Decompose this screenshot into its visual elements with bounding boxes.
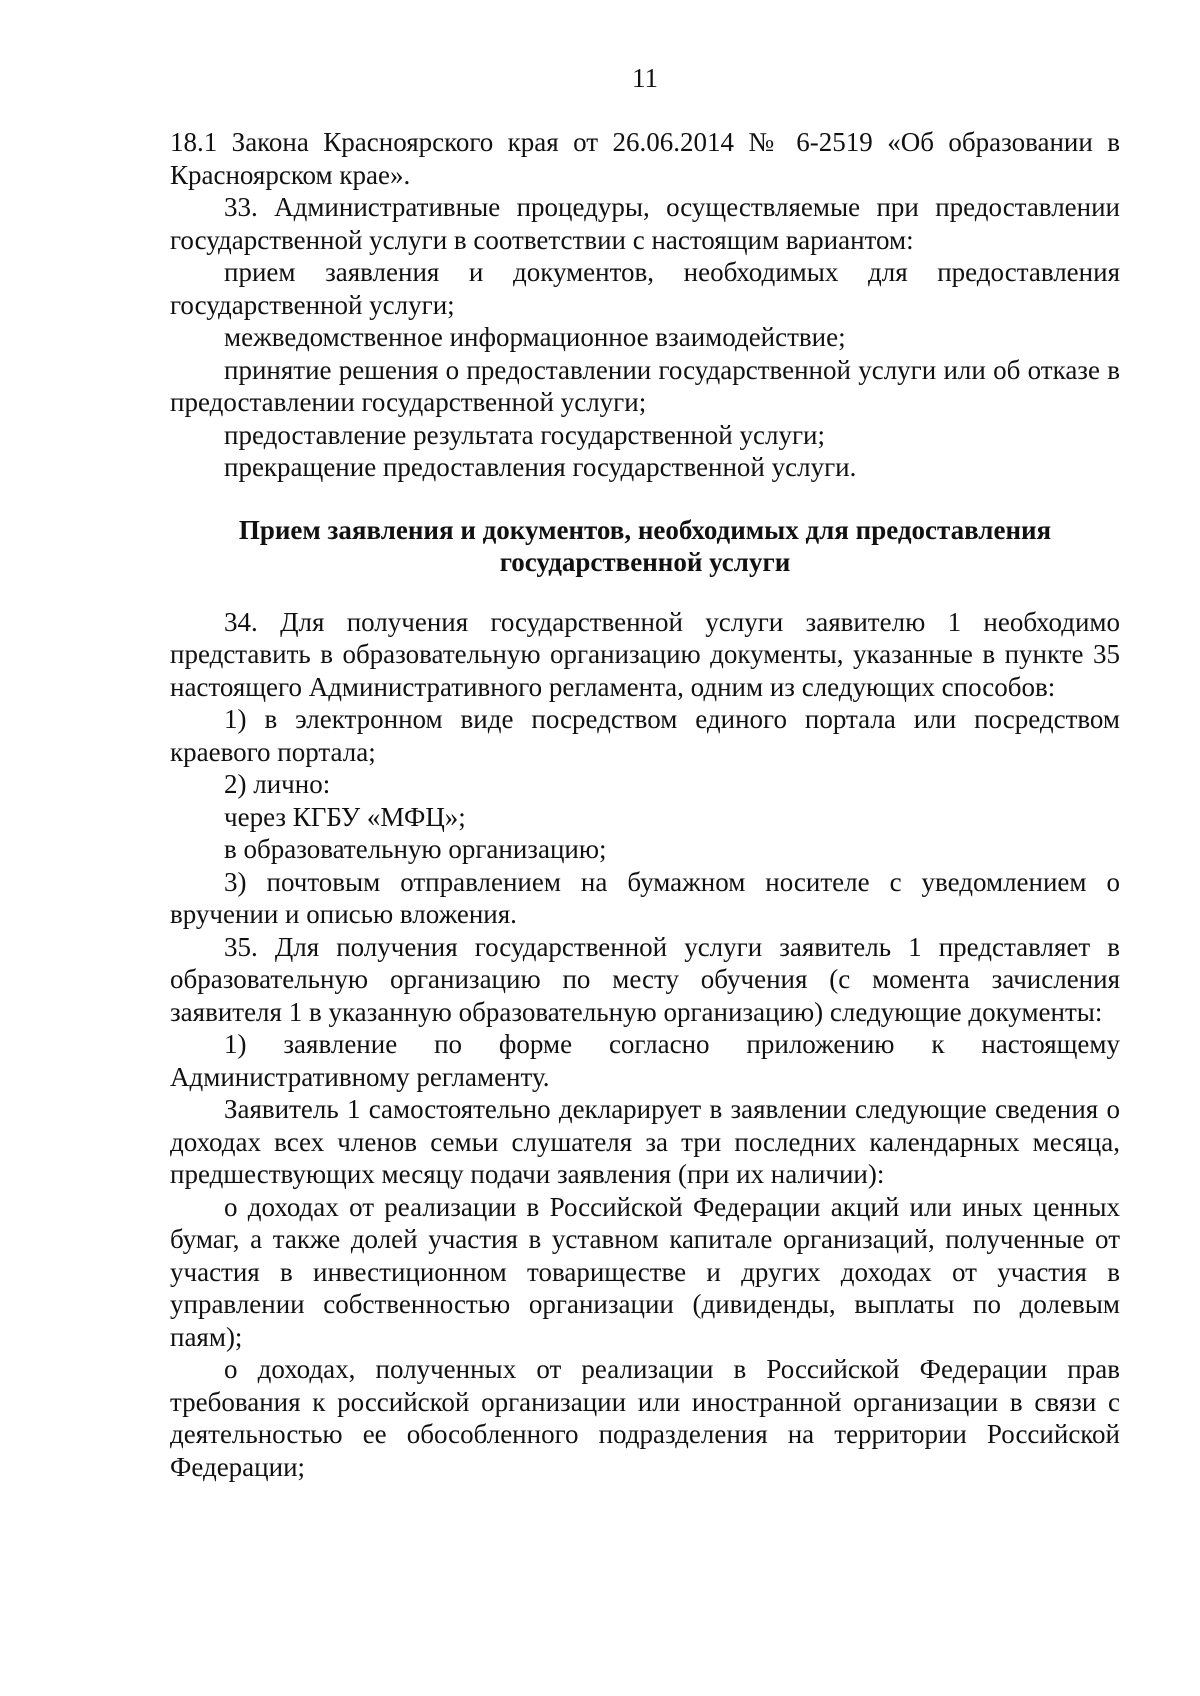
list-item-method: в образовательную организацию; (224, 834, 607, 864)
list-item-procedure: прекращение предоставления государственной услуги. (224, 452, 857, 482)
paragraph-33: 33. Административные процедуры, осуществляемые при предоставлении государственной услуги в соответствии с настоящим вариантом: (170, 192, 1120, 255)
list-item-document: 1) заявление по форме согласно приложению к настоящему Административному регламенту. (170, 1029, 1120, 1092)
paragraph-35: 35. Для получения государственной услуги заявитель 1 представляет в образовательную организацию по месту обучения (с момента зачисления заявителя 1 в указанную образовательную организацию) следующие документы: (170, 931, 1120, 1027)
list-item-procedure: межведомственное информационное взаимодействие; (224, 322, 846, 352)
list-item-method: 2) лично: (224, 769, 331, 799)
section-heading (210, 514, 1080, 578)
list-item-method: через КГБУ «МФЦ»; (224, 801, 466, 832)
list-item-procedure: принятие решения о предоставлении государственной услуги или об отказе в предоставлении государственной услуги; (170, 354, 1120, 417)
document-page (170, 62, 1120, 1483)
list-item-procedure: предоставление результата государственной услуги; (224, 419, 825, 450)
list-item-income: о доходах, полученных от реализации в Российской Федерации прав требования к российской организации или иностранной организации в связи с деятельностью ее обособленного подразделения на территории Российской Федерации; (170, 1354, 1120, 1482)
section-heading-line: Прием заявления и документов, необходимых для предоставления (238, 514, 1052, 545)
page-number: 11 (632, 63, 658, 93)
paragraph-continuation: 18.1 Закона Красноярского края от 26.06.2014 № 6-2519 «Об образовании в Красноярском крае». (170, 127, 1120, 190)
list-item-method: 3) почтовым отправлением на бумажном носителе с уведомлением о вручении и описью вложения. (170, 866, 1120, 929)
section-heading-line: государственной услуги (499, 546, 791, 577)
paragraph-declaration: Заявитель 1 самостоятельно декларирует в заявлении следующие сведения о доходах всех членов семьи слушателя за три последних календарных месяца, предшествующих месяцу подачи заявления (при их наличии): (170, 1094, 1120, 1189)
paragraph-34: 34. Для получения государственной услуги заявителю 1 необходимо представить в образовательную организацию документы, указанные в пункте 35 настоящего Административного регламента, одним из следующих способов: (170, 606, 1120, 702)
list-item-procedure: прием заявления и документов, необходимых для предоставления государственной услуги; (170, 257, 1120, 320)
list-item-method: 1) в электронном виде посредством единого портала или посредством краевого портала; (170, 704, 1120, 767)
list-item-income: о доходах от реализации в Российской Федерации акций или иных ценных бумаг, а также долей участия в уставном капитале организаций, полученные от участия в инвестиционном товариществе и других доходах от участия в управлении собственностью организации (дивиденды, выплаты по долевым паям); (170, 1191, 1120, 1352)
